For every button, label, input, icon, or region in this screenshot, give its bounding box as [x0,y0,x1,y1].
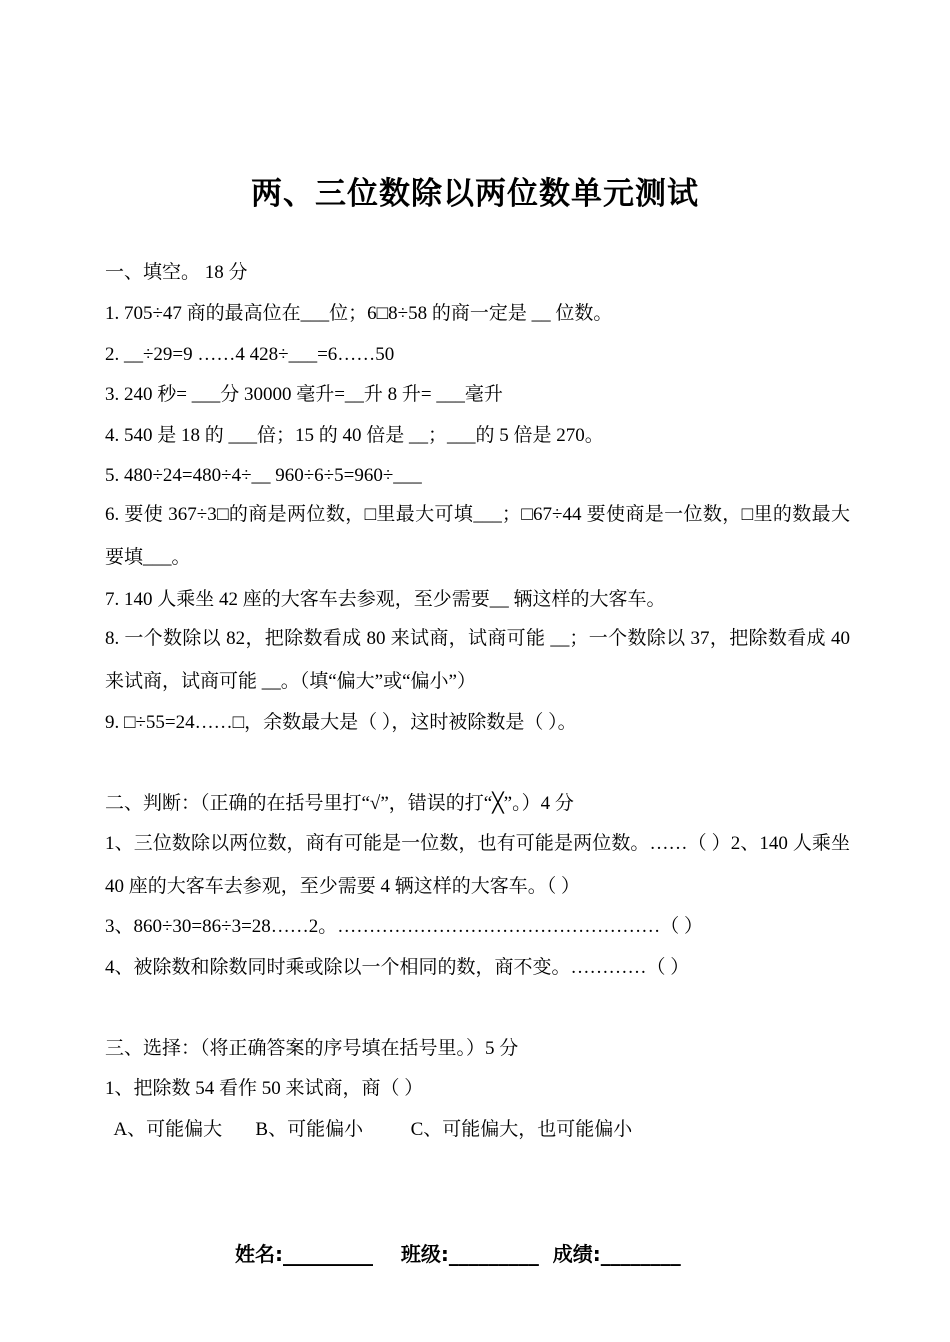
section1-heading: 一、填空。 18 分 [105,262,248,283]
fill-item-7: 7. 140 人乘坐 42 座的大客车去参观，至少需要__ 辆这样的大客车。 [105,589,666,610]
judge-item-4: 4、被除数和除数同时乘或除以一个相同的数，商不变。…………（ ） [105,957,690,978]
fill-item-4: 4. 540 是 18 的 ___倍；15 的 40 倍是 __；___的 5 倍是 270。 [105,425,604,446]
judge-item-1-2: 1、三位数除以两位数，商有可能是一位数，也有可能是两位数。……（ ）2、140 人乘坐 40 座的大客车去参观，至少需要 4 辆这样的大客车。（ ） [105,833,850,897]
fill-item-3: 3. 240 秒= ___分 30000 毫升=__升 8 升= ___毫升 [105,384,503,405]
fill-item-9: 9. □÷55=24……□，余数最大是（ ），这时被除数是（ ）。 [105,712,577,733]
choice-item-1-options: A、可能偏大 B、可能偏小 C、可能偏大，也可能偏小 [105,1119,633,1140]
fill-item-1: 1. 705÷47 商的最高位在___位；6□8÷58 的商一定是 __ 位数。 [105,303,613,324]
fill-item-6: 6. 要使 367÷3□的商是两位数，□里最大可填___；□67÷44 要使商是一位数，□里的数最大要填___。 [105,504,850,568]
page-title: 两、三位数除以两位数单元测试 [251,176,699,212]
judge-item-3: 3、860÷30=86÷3=28……2。……………………………………………（ ） [105,916,704,937]
fill-item-8: 8. 一个数除以 82，把除数看成 80 来试商，试商可能 __；一个数除以 37，把除数看成 40 来试商，试商可能 __。（填“偏大”或“偏小”） [105,628,850,692]
section3-heading: 三、选择：（将正确答案的序号填在括号里。）5 分 [105,1038,519,1059]
fill-item-5: 5. 480÷24=480÷4÷__ 960÷6÷5=960÷___ [105,465,422,486]
choice-item-1: 1、把除数 54 看作 50 来试商，商（ ） [105,1078,424,1099]
fill-item-2: 2. __÷29=9 ……4 428÷___=6……50 [105,344,395,365]
student-info-footer: 姓名:_________ 班级:_________ 成绩:________ [235,1242,681,1266]
section2-heading: 二、判断：（正确的在括号里打“√”，错误的打“╳”。）4 分 [105,793,574,814]
